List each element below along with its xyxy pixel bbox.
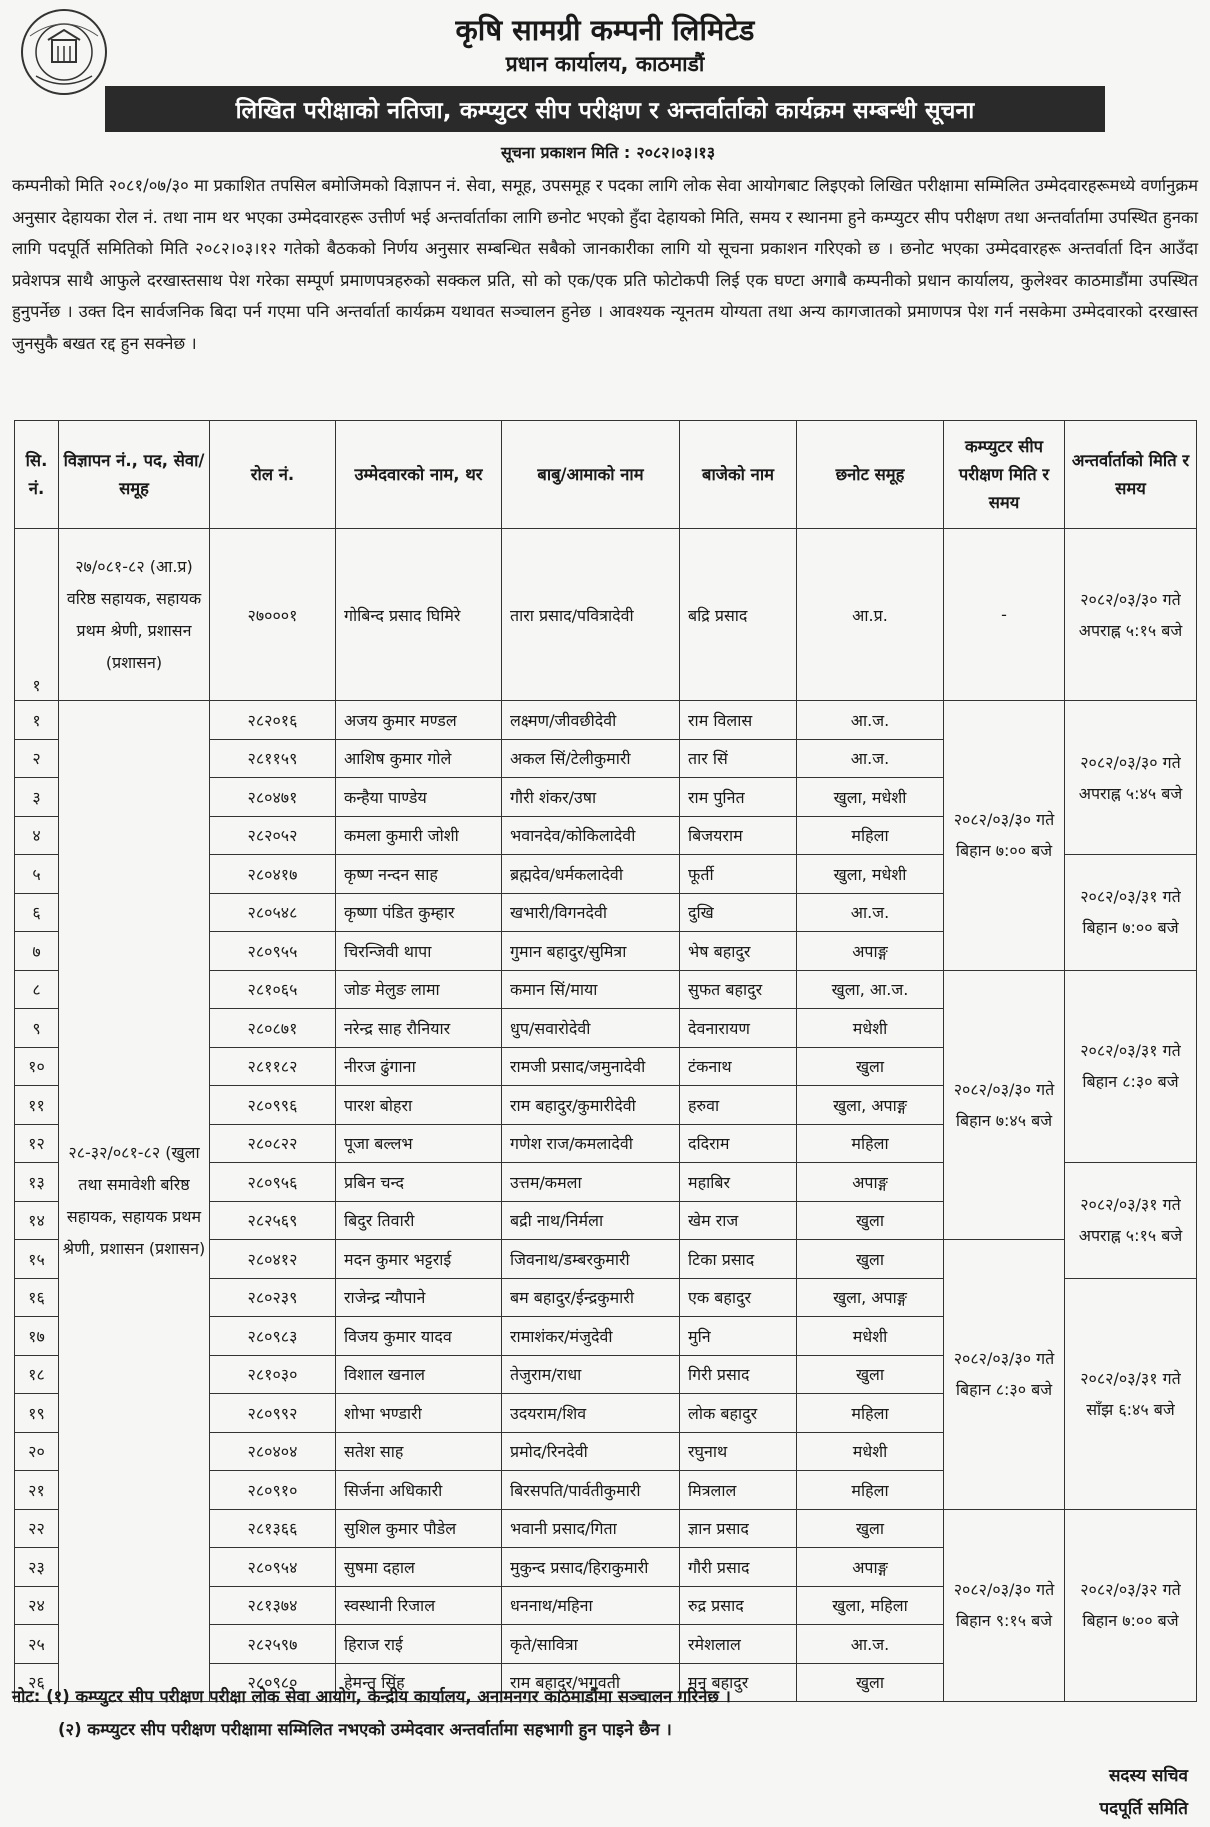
candidate-name: हेमन्त सिंह bbox=[336, 1663, 502, 1702]
head-office: प्रधान कार्यालय, काठमाडौं bbox=[505, 52, 705, 76]
computer-test-schedule: २०८२/०३/३० गते बिहान ७:०० बजे bbox=[944, 701, 1065, 971]
row-sn: १ bbox=[15, 701, 59, 740]
grandfather-name: रघुनाथ bbox=[680, 1432, 797, 1471]
row-sn: ५ bbox=[15, 855, 59, 894]
grandfather-name: टंकनाथ bbox=[680, 1047, 797, 1086]
interview-schedule: २०८२/०३/३० गते अपराह्न ५:१५ बजे bbox=[1065, 529, 1197, 701]
interview-schedule: २०८२/०३/३१ गते अपराह्न ५:१५ बजे bbox=[1065, 1163, 1197, 1279]
candidate-name: विशाल खनाल bbox=[336, 1355, 502, 1394]
parent-name: रामजी प्रसाद/जमुनादेवी bbox=[502, 1047, 680, 1086]
roll-number: २८०२३९ bbox=[210, 1278, 336, 1317]
row-sn: १७ bbox=[15, 1317, 59, 1356]
parent-name: लक्ष्मण/जीवछीदेवी bbox=[502, 701, 680, 740]
note-1: नोट: (१) कम्प्युटर सीप परीक्षण परीक्षा लोक सेवा आयोग, केन्द्रीय कार्यालय, अनामनगर काठमाडौंमा सञ्चालन गरिनेछ । bbox=[12, 1687, 731, 1706]
parent-name: तेजुराम/राधा bbox=[502, 1355, 680, 1394]
grandfather-name: रमेशलाल bbox=[680, 1625, 797, 1664]
selection-group: मधेशी bbox=[797, 1009, 944, 1048]
selection-group: खुला bbox=[797, 1355, 944, 1394]
selection-group: महिला bbox=[797, 816, 944, 855]
intro-paragraph: कम्पनीको मिति २०८१/०७/३० मा प्रकाशित तपसिल बमोजिमको विज्ञापन नं. सेवा, समूह, उपसमूह र पदका लागि लोक सेवा आयोगबाट लिइएको लिखित परीक्षामा सम्मिलित उम्मेदवारहरूमध्ये वर्णानुक्रम अनुसार देहायका रोल नं. तथा नाम थर भएका उम्मेदवारहरू उत्तीर्ण भई अन्तर्वार्ताका लागि छनोट भएको हुँदा देहायको मिति, समय र स्थानमा हुने कम्प्युटर सीप परीक्षण तथा अन्तर्वार्तामा उपस्थित हुनका लागि पदपूर्ति समितिको मिति २०८२।०३।१२ गतेको बैठकको निर्णय अनुसार सम्बन्धित सबैको जानकारीका लागि यो सूचना प्रकाशन गरिएको छ । छनोट भएका उम्मेदवारहरू अन्तर्वार्ता दिन आउँदा प्रवेशपत्र साथै आफुले दरखास्तसाथ पेश गरेका सम्पूर्ण प्रमाणपत्रहरुको सक्कल प्रति, सो को एक/एक प्रति फोटोकपी लिई एक घण्टा अगाबै कम्पनीको प्रधान कार्यालय, कुलेश्वर काठमाडौंमा उपस्थित हुनुपर्नेछ । उक्त दिन सार्वजनिक बिदा पर्न गएमा पनि अन्तर्वार्ता कार्यक्रम यथावत सञ्चालन हुनेछ । आवश्यक न्यूनतम योग्यता तथा अन्य कागजातको प्रमाणपत्र पेश गर्न नसकेमा उम्मेदवारको दरखास्त जुनसुकै बखत रद्द हुन सक्नेछ । bbox=[12, 176, 1198, 353]
grandfather-name: देवनारायण bbox=[680, 1009, 797, 1048]
table-row bbox=[15, 529, 1197, 701]
row-sn: २६ bbox=[15, 1663, 59, 1702]
parent-name: भवानदेव/कोकिलादेवी bbox=[502, 816, 680, 855]
selection-group: महिला bbox=[797, 1124, 944, 1163]
row-sn: २० bbox=[15, 1432, 59, 1471]
advertisement-cell: २८-३२/०८१-८२ (खुला तथा समावेशी बरिष्ठ सहायक, सहायक प्रथम श्रेणी, प्रशासन (प्रशासन) bbox=[59, 701, 210, 1702]
selection-group: खुला bbox=[797, 1240, 944, 1279]
parent-name: अकल सिं/टेलीकुमारी bbox=[502, 739, 680, 778]
parent-name: कमान सिं/माया bbox=[502, 970, 680, 1009]
grandfather-name: हरुवा bbox=[680, 1086, 797, 1125]
note-2: (२) कम्प्युटर सीप परीक्षण परीक्षामा सम्मिलित नभएको उम्मेदवार अन्तर्वार्तामा सहभागी हुन पाइने छैन । bbox=[58, 1720, 672, 1739]
roll-number: २८०८२२ bbox=[210, 1124, 336, 1163]
interview-schedule: २०८२/०३/३१ गते साँझ ६:४५ बजे bbox=[1065, 1278, 1197, 1509]
selection-group: आ.ज. bbox=[797, 739, 944, 778]
candidate-name: जोङ मेलुङ लामा bbox=[336, 970, 502, 1009]
selection-group: खुला, महिला bbox=[797, 1586, 944, 1625]
interview-schedule: २०८२/०३/३१ गते बिहान ८:३० बजे bbox=[1065, 970, 1197, 1163]
row-sn: २२ bbox=[15, 1509, 59, 1548]
grandfather-name: गिरी प्रसाद bbox=[680, 1355, 797, 1394]
publication-date: २०८२।०३।१३ bbox=[636, 143, 716, 162]
roll-number: २८०४१२ bbox=[210, 1240, 336, 1279]
roll-number: २७०००१ bbox=[210, 529, 336, 701]
row-sn: १८ bbox=[15, 1355, 59, 1394]
selection-group: मधेशी bbox=[797, 1317, 944, 1356]
grandfather-name: भेष बहादुर bbox=[680, 932, 797, 971]
grandfather-name: मित्रलाल bbox=[680, 1471, 797, 1510]
header-grandfather: बाजेको नाम bbox=[680, 421, 797, 529]
candidate-name: सुषमा दहाल bbox=[336, 1548, 502, 1587]
parent-name: मुकुन्द प्रसाद/हिराकुमारी bbox=[502, 1548, 680, 1587]
selection-group: खुला, अपाङ्ग bbox=[797, 1278, 944, 1317]
selection-group: अपाङ्ग bbox=[797, 1548, 944, 1587]
notes bbox=[12, 1680, 1198, 1746]
selection-group: खुला bbox=[797, 1047, 944, 1086]
candidate-name: कमला कुमारी जोशी bbox=[336, 816, 502, 855]
parent-name: उत्तम/कमला bbox=[502, 1163, 680, 1202]
grandfather-name: मुनि bbox=[680, 1317, 797, 1356]
signature-block bbox=[1099, 1760, 1188, 1826]
roll-number: २८०९९६ bbox=[210, 1086, 336, 1125]
roll-number: २८११५९ bbox=[210, 739, 336, 778]
parent-name: धुप/सवारोदेवी bbox=[502, 1009, 680, 1048]
selection-group: खुला bbox=[797, 1201, 944, 1240]
row-sn: ६ bbox=[15, 893, 59, 932]
grandfather-name: मन बहादुर bbox=[680, 1663, 797, 1702]
selection-group: मधेशी bbox=[797, 1432, 944, 1471]
parent-name: धननाथ/महिना bbox=[502, 1586, 680, 1625]
signatory-title: सदस्य सचिव bbox=[1108, 1766, 1188, 1786]
parent-name: गौरी शंकर/उषा bbox=[502, 778, 680, 817]
grandfather-name: राम विलास bbox=[680, 701, 797, 740]
selection-group: आ.ज. bbox=[797, 893, 944, 932]
parent-name: प्रमोद/रिनदेवी bbox=[502, 1432, 680, 1471]
selection-group: खुला, मधेशी bbox=[797, 778, 944, 817]
parent-name: जिवनाथ/डम्बरकुमारी bbox=[502, 1240, 680, 1279]
row-sn: २३ bbox=[15, 1548, 59, 1587]
notice-title: लिखित परीक्षाको नतिजा, कम्प्युटर सीप परीक्षण र अन्तर्वार्ताको कार्यक्रम सम्बन्धी सूचना bbox=[105, 86, 1105, 132]
selection-group: महिला bbox=[797, 1394, 944, 1433]
row-sn: २१ bbox=[15, 1471, 59, 1510]
header-sn: सि. नं. bbox=[15, 421, 59, 529]
row-sn: १९ bbox=[15, 1394, 59, 1433]
candidate-name: कृष्ण नन्दन साह bbox=[336, 855, 502, 894]
header-roll: रोल नं. bbox=[210, 421, 336, 529]
organization-name: कृषि सामग्री कम्पनी लिमिटेड bbox=[455, 13, 755, 47]
parent-name: ब्रह्मदेव/धर्मकलादेवी bbox=[502, 855, 680, 894]
candidate-name: कन्हैया पाण्डेय bbox=[336, 778, 502, 817]
candidate-name: मदन कुमार भट्टराई bbox=[336, 1240, 502, 1279]
grandfather-name: दुखि bbox=[680, 893, 797, 932]
row-sn: १२ bbox=[15, 1124, 59, 1163]
advertisement-cell: २७/०८१-८२ (आ.प्र) वरिष्ठ सहायक, सहायक प्रथम श्रेणी, प्रशासन (प्रशासन) bbox=[59, 529, 210, 701]
grandfather-name: खेम राज bbox=[680, 1201, 797, 1240]
selection-group: खुला, आ.ज. bbox=[797, 970, 944, 1009]
roll-number: २८१०३० bbox=[210, 1355, 336, 1394]
grandfather-name: एक बहादुर bbox=[680, 1278, 797, 1317]
interview-schedule: २०८२/०३/३२ गते बिहान ७:०० बजे bbox=[1065, 1509, 1197, 1702]
parent-name: बिरसपति/पार्वतीकुमारी bbox=[502, 1471, 680, 1510]
row-sn: २ bbox=[15, 739, 59, 778]
roll-number: २८०९५४ bbox=[210, 1548, 336, 1587]
row-sn: ८ bbox=[15, 970, 59, 1009]
selection-group: आ.ज. bbox=[797, 1625, 944, 1664]
grandfather-name: बद्रि प्रसाद bbox=[680, 529, 797, 701]
roll-number: २८०४७१ bbox=[210, 778, 336, 817]
computer-test-schedule: २०८२/०३/३० गते बिहान ९:१५ बजे bbox=[944, 1509, 1065, 1702]
parent-name: भवानी प्रसाद/गिता bbox=[502, 1509, 680, 1548]
selection-group: अपाङ्ग bbox=[797, 1163, 944, 1202]
roll-number: २८०९८३ bbox=[210, 1317, 336, 1356]
row-sn: १४ bbox=[15, 1201, 59, 1240]
candidate-name: चिरन्जिवी थापा bbox=[336, 932, 502, 971]
parent-name: राम बहादुर/भगवती bbox=[502, 1663, 680, 1702]
row-sn: ३ bbox=[15, 778, 59, 817]
candidate-name: बिदुर तिवारी bbox=[336, 1201, 502, 1240]
selection-group: खुला bbox=[797, 1509, 944, 1548]
grandfather-name: ददिराम bbox=[680, 1124, 797, 1163]
row-sn: १० bbox=[15, 1047, 59, 1086]
parent-name: राम बहादुर/कुमारीदेवी bbox=[502, 1086, 680, 1125]
candidate-name: कृष्णा पंडित कुम्हार bbox=[336, 893, 502, 932]
roll-number: २८१०६५ bbox=[210, 970, 336, 1009]
candidate-name: स्वस्थानी रिजाल bbox=[336, 1586, 502, 1625]
selection-group: महिला bbox=[797, 1471, 944, 1510]
row-sn: २४ bbox=[15, 1586, 59, 1625]
parent-name: गणेश राज/कमलादेवी bbox=[502, 1124, 680, 1163]
candidate-name: सिर्जना अधिकारी bbox=[336, 1471, 502, 1510]
selection-group: आ.ज. bbox=[797, 701, 944, 740]
row-sn: १ bbox=[15, 529, 59, 701]
roll-number: २८०४०४ bbox=[210, 1432, 336, 1471]
candidate-name: सुशिल कुमार पौडेल bbox=[336, 1509, 502, 1548]
roll-number: २८१३७४ bbox=[210, 1586, 336, 1625]
publication-date-label: सूचना प्रकाशन मिति : bbox=[500, 143, 631, 162]
candidate-name: विजय कुमार यादव bbox=[336, 1317, 502, 1356]
publication-date-line bbox=[0, 141, 1210, 163]
grandfather-name: रुद्र प्रसाद bbox=[680, 1586, 797, 1625]
candidate-name: राजेन्द्र न्यौपाने bbox=[336, 1278, 502, 1317]
computer-test-schedule: २०८२/०३/३० गते बिहान ८:३० बजे bbox=[944, 1240, 1065, 1510]
grandfather-name: तार सिं bbox=[680, 739, 797, 778]
roll-number: २८०९५५ bbox=[210, 932, 336, 971]
parent-name: बद्री नाथ/निर्मला bbox=[502, 1201, 680, 1240]
candidate-name: आशिष कुमार गोले bbox=[336, 739, 502, 778]
row-sn: ४ bbox=[15, 816, 59, 855]
candidate-name: शोभा भण्डारी bbox=[336, 1394, 502, 1433]
row-sn: १५ bbox=[15, 1240, 59, 1279]
roll-number: २८०५४८ bbox=[210, 893, 336, 932]
header-computer-test: कम्प्युटर सीप परीक्षण मिति र समय bbox=[944, 421, 1065, 529]
row-sn: १३ bbox=[15, 1163, 59, 1202]
row-sn: ९ bbox=[15, 1009, 59, 1048]
candidate-name: पारश बोहरा bbox=[336, 1086, 502, 1125]
selection-group: खुला, मधेशी bbox=[797, 855, 944, 894]
parent-name: रामाशंकर/मंजुदेवी bbox=[502, 1317, 680, 1356]
results-table bbox=[14, 420, 1197, 1702]
roll-number: २८२५९७ bbox=[210, 1625, 336, 1664]
roll-number: २८११८२ bbox=[210, 1047, 336, 1086]
candidate-name: हिराज राई bbox=[336, 1625, 502, 1664]
row-sn: ७ bbox=[15, 932, 59, 971]
committee-name: पदपूर्ति समिति bbox=[1099, 1799, 1188, 1819]
grandfather-name: राम पुनित bbox=[680, 778, 797, 817]
roll-number: २८०९१० bbox=[210, 1471, 336, 1510]
roll-number: २८०८७१ bbox=[210, 1009, 336, 1048]
candidate-name: नरेन्द्र साह रौनियार bbox=[336, 1009, 502, 1048]
header-parent: बाबु/आमाको नाम bbox=[502, 421, 680, 529]
selection-group: खुला bbox=[797, 1663, 944, 1702]
grandfather-name: बिजयराम bbox=[680, 816, 797, 855]
roll-number: २८२०१६ bbox=[210, 701, 336, 740]
roll-number: २८२५६९ bbox=[210, 1201, 336, 1240]
roll-number: २८१३६६ bbox=[210, 1509, 336, 1548]
interview-schedule: २०८२/०३/३१ गते बिहान ७:०० बजे bbox=[1065, 855, 1197, 971]
candidate-name: अजय कुमार मण्डल bbox=[336, 701, 502, 740]
selection-group: आ.प्र. bbox=[797, 529, 944, 701]
parent-name: उदयराम/शिव bbox=[502, 1394, 680, 1433]
header-group: छनोट समूह bbox=[797, 421, 944, 529]
roll-number: २८०९८० bbox=[210, 1663, 336, 1702]
roll-number: २८०९९२ bbox=[210, 1394, 336, 1433]
parent-name: कृते/सावित्रा bbox=[502, 1625, 680, 1664]
roll-number: २८०९५६ bbox=[210, 1163, 336, 1202]
header-interview: अन्तर्वार्ताको मिति र समय bbox=[1065, 421, 1197, 529]
parent-name: तारा प्रसाद/पवित्रादेवी bbox=[502, 529, 680, 701]
parent-name: बम बहादुर/ईन्द्रकुमारी bbox=[502, 1278, 680, 1317]
candidate-name: गोबिन्द प्रसाद घिमिरे bbox=[336, 529, 502, 701]
roll-number: २८२०५२ bbox=[210, 816, 336, 855]
interview-schedule: २०८२/०३/३० गते अपराह्न ५:४५ बजे bbox=[1065, 701, 1197, 855]
row-sn: ११ bbox=[15, 1086, 59, 1125]
candidate-name: पूजा बल्लभ bbox=[336, 1124, 502, 1163]
grandfather-name: महाबिर bbox=[680, 1163, 797, 1202]
selection-group: खुला, अपाङ्ग bbox=[797, 1086, 944, 1125]
parent-name: गुमान बहादुर/सुमित्रा bbox=[502, 932, 680, 971]
roll-number: २८०४१७ bbox=[210, 855, 336, 894]
row-sn: २५ bbox=[15, 1625, 59, 1664]
computer-test-schedule: - bbox=[944, 529, 1065, 701]
selection-group: अपाङ्ग bbox=[797, 932, 944, 971]
grandfather-name: सुफत बहादुर bbox=[680, 970, 797, 1009]
grandfather-name: गौरी प्रसाद bbox=[680, 1548, 797, 1587]
row-sn: १६ bbox=[15, 1278, 59, 1317]
parent-name: खभारी/विगनदेवी bbox=[502, 893, 680, 932]
candidate-name: नीरज ढुंगाना bbox=[336, 1047, 502, 1086]
candidate-name: सतेश साह bbox=[336, 1432, 502, 1471]
grandfather-name: फूर्ती bbox=[680, 855, 797, 894]
header-advertisement: विज्ञापन नं., पद, सेवा/समूह bbox=[59, 421, 210, 529]
grandfather-name: टिका प्रसाद bbox=[680, 1240, 797, 1279]
header-name: उम्मेदवारको नाम, थर bbox=[336, 421, 502, 529]
grandfather-name: लोक बहादुर bbox=[680, 1394, 797, 1433]
table-row bbox=[15, 701, 1197, 740]
candidate-name: प्रबिन चन्द bbox=[336, 1163, 502, 1202]
grandfather-name: ज्ञान प्रसाद bbox=[680, 1509, 797, 1548]
computer-test-schedule: २०८२/०३/३० गते बिहान ७:४५ बजे bbox=[944, 970, 1065, 1240]
table-header-row bbox=[15, 421, 1197, 529]
